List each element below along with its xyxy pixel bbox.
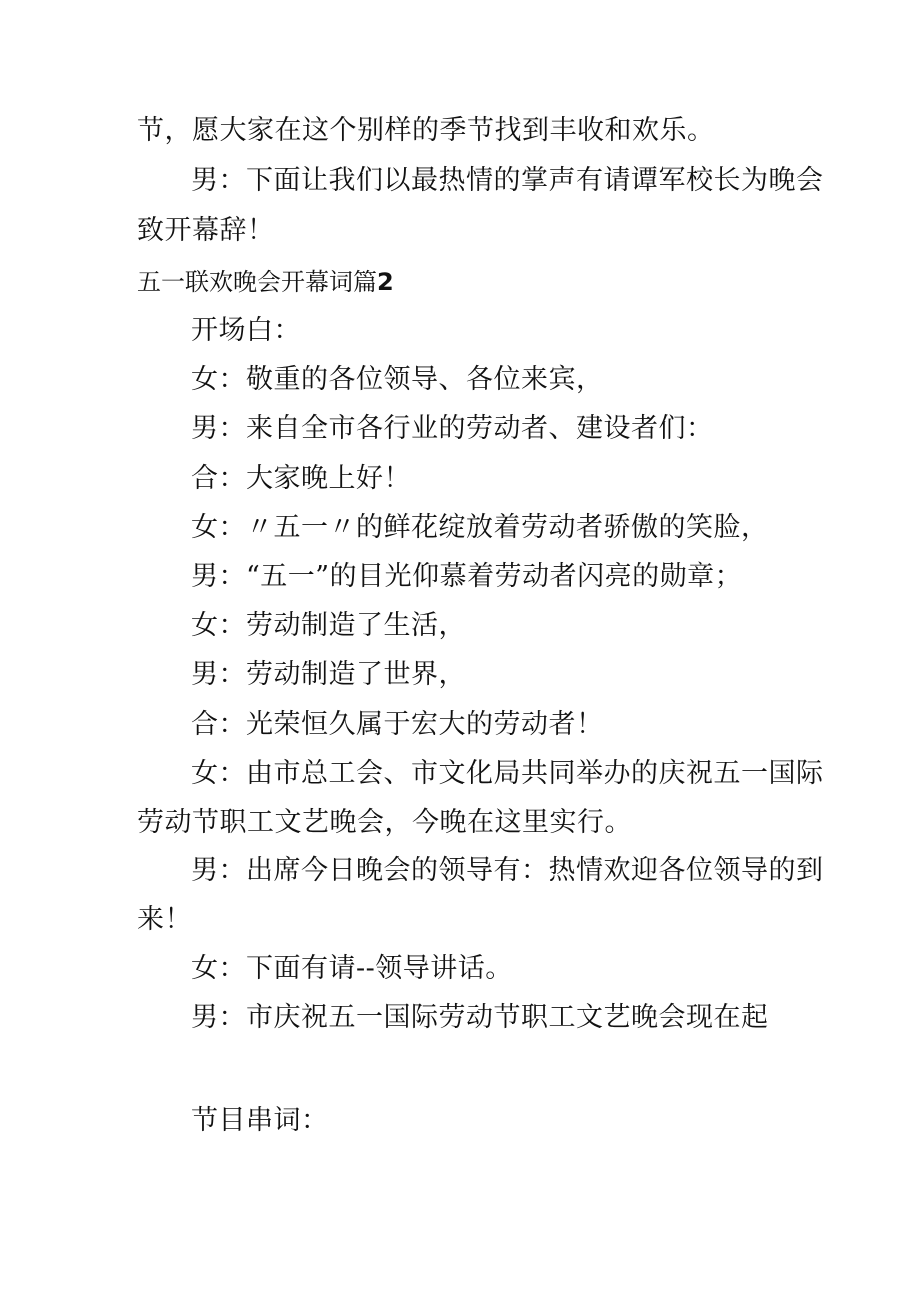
paragraph-line-7: 合：大家晚上好！ [191, 463, 411, 494]
paragraph-line-5: 女：敬重的各位领导、各位来宾， [191, 364, 604, 395]
paragraph-line-10: 女：劳动制造了生活， [191, 610, 466, 641]
section-heading-text: 五一联欢晚会开幕词篇 [137, 268, 377, 296]
paragraph-line-13: 女：由市总工会、市文化局共同举办的庆祝五一国际 [191, 758, 824, 789]
paragraph-line-19: 节目串词： [191, 1105, 329, 1136]
paragraph-line-9: 男：“五一”的目光仰慕着劳动者闪亮的勋章； [191, 561, 743, 592]
paragraph-line-2: 男：下面让我们以最热情的掌声有请谭军校长为晚会 [191, 165, 824, 196]
paragraph-line-18: 男：市庆祝五一国际劳动节职工文艺晚会现在起 [191, 1002, 769, 1033]
paragraph-line-16: 来！ [137, 904, 192, 935]
paragraph-line-1: 节，愿大家在这个别样的季节找到丰收和欢乐。 [137, 115, 715, 146]
paragraph-line-4: 开场白： [191, 315, 301, 346]
paragraph-line-3: 致开幕辞！ [137, 215, 275, 246]
paragraph-line-11: 男：劳动制造了世界， [191, 659, 466, 690]
paragraph-line-8: 女：〃五一〃的鲜花绽放着劳动者骄傲的笑脸， [191, 512, 769, 543]
paragraph-line-12: 合：光荣恒久属于宏大的劳动者！ [191, 709, 604, 740]
paragraph-line-17: 女：下面有请--领导讲话。 [191, 953, 513, 984]
section-heading-number: 2 [377, 268, 394, 296]
paragraph-line-14: 劳动节职工文艺晚会，今晚在这里实行。 [137, 807, 632, 838]
paragraph-line-6: 男：来自全市各行业的劳动者、建设者们： [191, 413, 714, 444]
section-heading [137, 264, 394, 300]
paragraph-line-15: 男：出席今日晚会的领导有：热情欢迎各位领导的到 [191, 855, 824, 886]
